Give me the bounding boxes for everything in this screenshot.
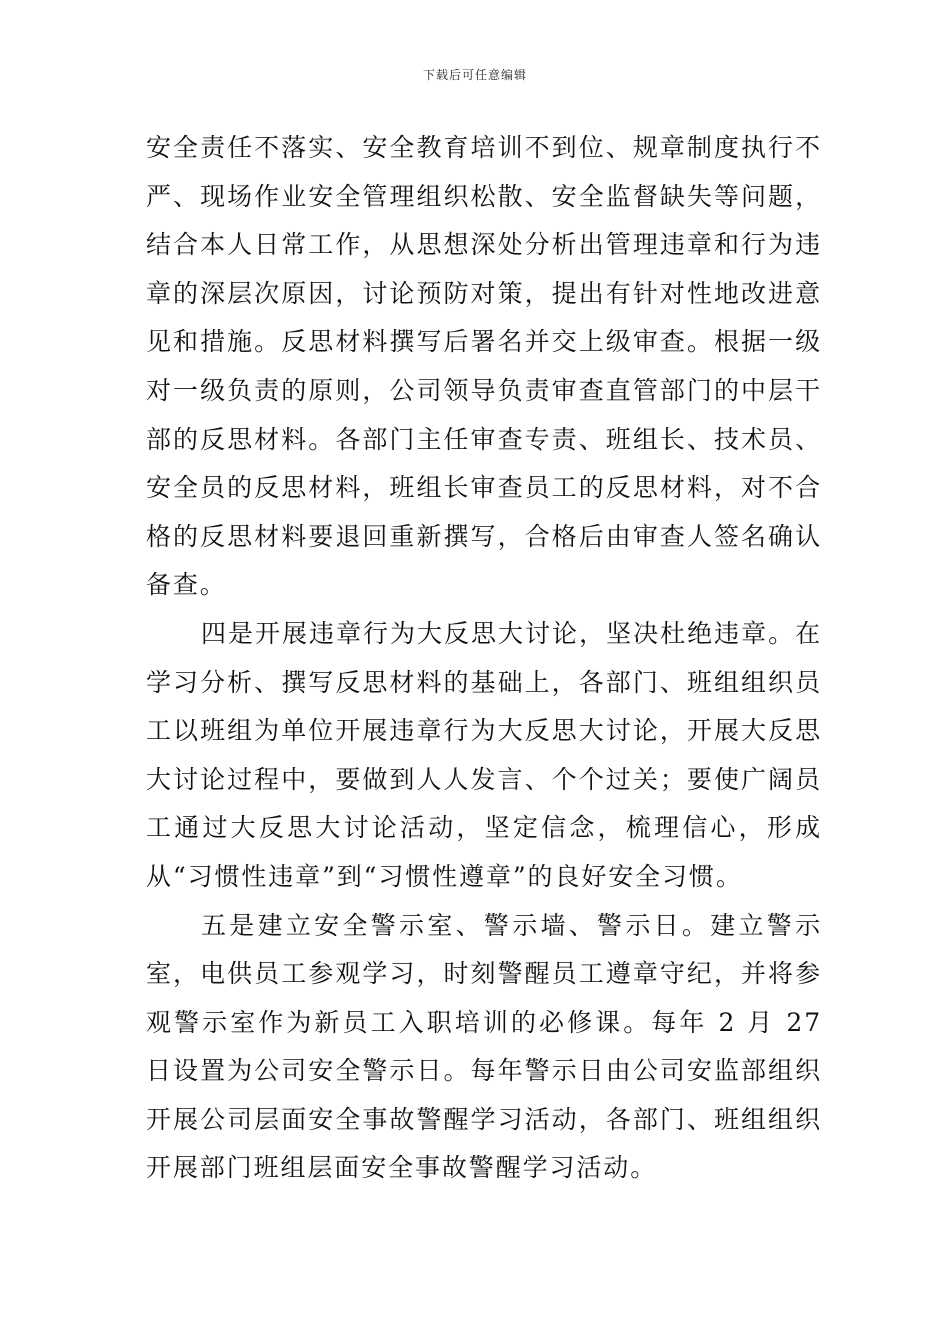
paragraph-four: 四是开展违章行为大反思大讨论，坚决杜绝违章。在学习分析、撰写反思材料的基础上，各部门、班组组织员工以班组为单位开展违章行为大反思大讨论，开展大反思大讨论过程中，要做到人人发言、个个过关；要使广阔员工通过大反思大讨论活动，坚定信念，梳理信心，形成从“习惯性违章”到“习惯性遵章”的良好安全习惯。 xyxy=(146,618,822,891)
document-body xyxy=(146,124,822,1193)
page-header-note: 下载后可任意编辑 xyxy=(422,68,527,82)
paragraph-five: 五是建立安全警示室、警示墙、警示日。建立警示室，电供员工参观学习，时刻警醒员工遵章守纪，并将参观警示室作为新员工入职培训的必修课。每年 2 月 27 日设置为公司安全警示日。每年警示日由公司安监部组织开展公司层面安全事故警醒学习活动，各部门、班组组织开展部门班组层面安全事故警醒学习活动。 xyxy=(146,910,823,1183)
paragraph-continued: 安全责任不落实、安全教育培训不到位、规章制度执行不严、现场作业安全管理组织松散、安全监督缺失等问题，结合本人日常工作，从思想深处分析出管理违章和行为违章的深层次原因，讨论预防对策，提出有针对性地改进意见和措施。反思材料撰写后署名并交上级审查。根据一级对一级负责的原则，公司领导负责审查直管部门的中层干部的反思材料。各部门主任审查专责、班组长、技术员、安全员的反思材料，班组长审查员工的反思材料，对不合格的反思材料要退回重新撰写，合格后由审查人签名确认备查。 xyxy=(146,133,822,600)
